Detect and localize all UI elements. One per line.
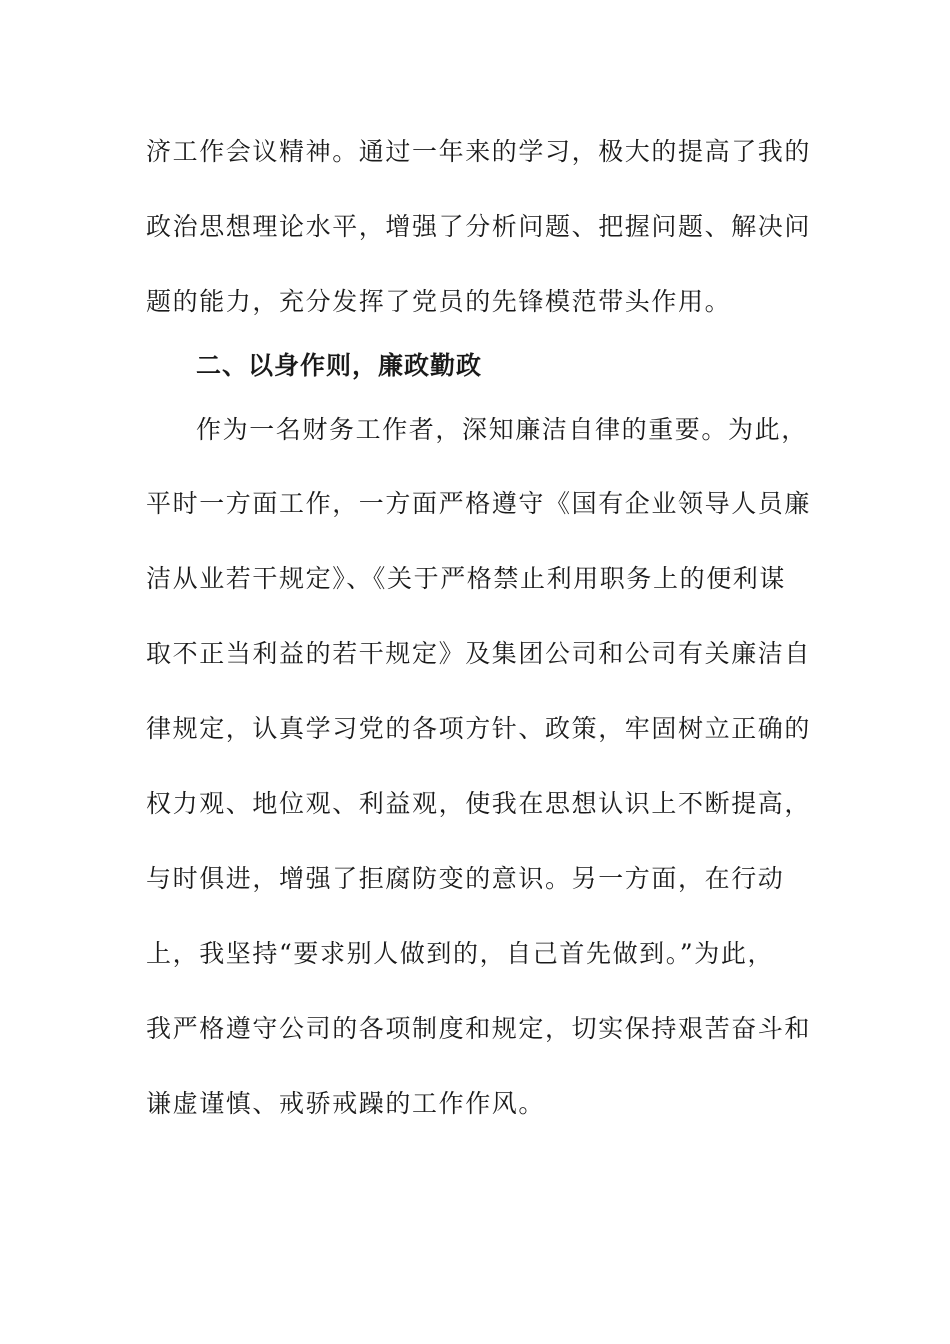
paragraph-line: 与时俱进，增强了拒腐防变的意识。另一方面，在行动 <box>146 864 785 893</box>
section-heading: 二、以身作则，廉政勤政 <box>196 351 483 380</box>
paragraph-line: 政治思想理论水平，增强了分析问题、把握问题、解决问 <box>146 212 812 241</box>
paragraph-line: 平时一方面工作，一方面严格遵守《国有企业领导人员廉 <box>146 489 812 518</box>
paragraph-line: 济工作会议精神。通过一年来的学习，极大的提高了我的 <box>146 137 812 166</box>
paragraph-line: 题的能力，充分发挥了党员的先锋模范带头作用。 <box>146 287 732 316</box>
paragraph-line: 上，我坚持“要求别人做到的，自己首先做到。”为此， <box>146 939 775 968</box>
paragraph-line: 取不正当利益的若干规定》及集团公司和公司有关廉洁自 <box>146 639 812 668</box>
paragraph-line: 谦虚谨慎、戒骄戒躁的工作作风。 <box>146 1089 546 1118</box>
paragraph-line: 洁从业若干规定》、《关于严格禁止利用职务上的便利谋 <box>146 564 787 593</box>
paragraph-line: 作为一名财务工作者，深知廉洁自律的重要。为此， <box>196 415 808 444</box>
paragraph-line: 我严格遵守公司的各项制度和规定，切实保持艰苦奋斗和 <box>146 1014 812 1043</box>
paragraph-line: 权力观、地位观、利益观，使我在思想认识上不断提高， <box>146 789 812 818</box>
paragraph-line: 律规定，认真学习党的各项方针、政策，牢固树立正确的 <box>146 714 812 743</box>
